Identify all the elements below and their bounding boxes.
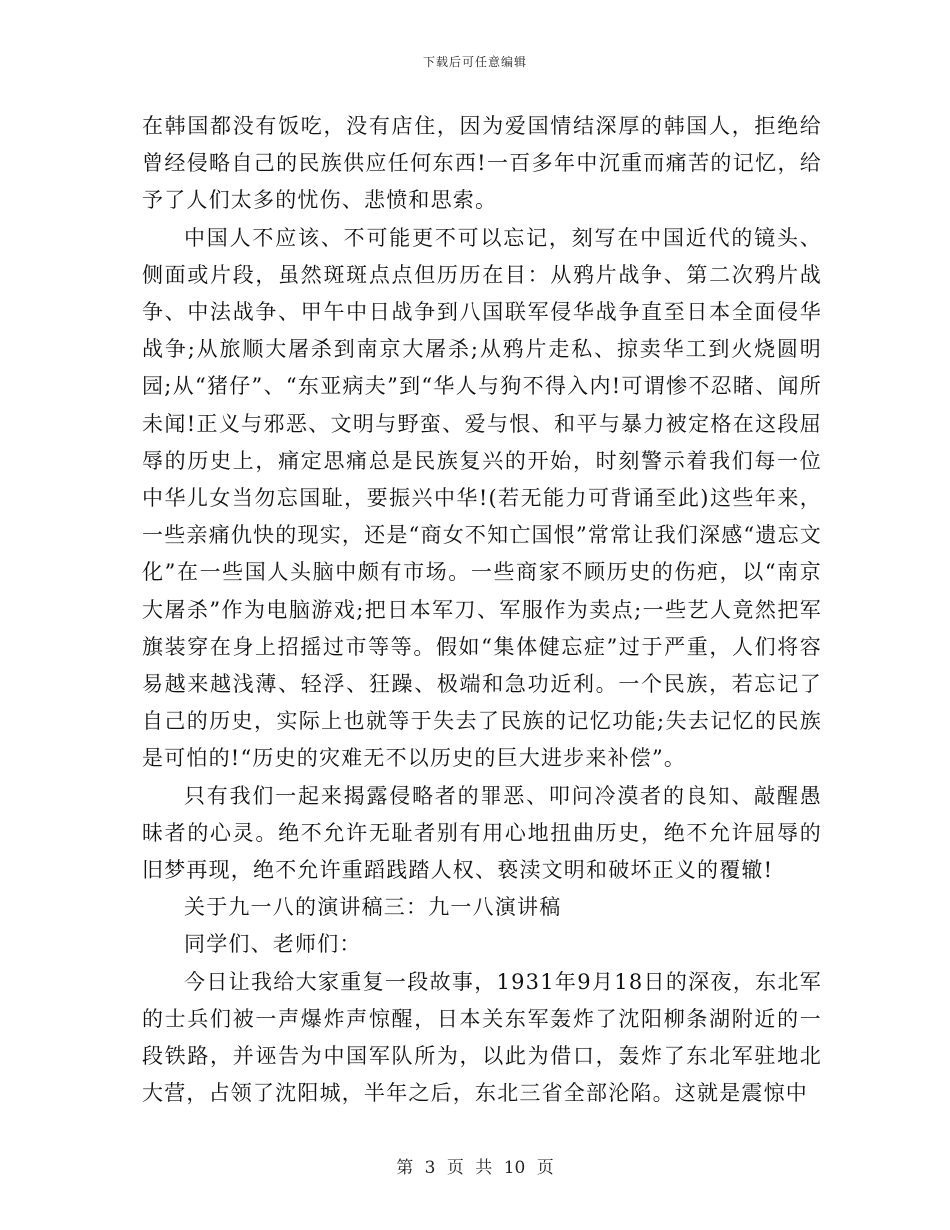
paragraph: 中国人不应该、不可能更不可以忘记，刻写在中国近代的镜头、侧面或片段，虽然斑斑点点但历历在目：从鸦片战争、第二次鸦片战争、中法战争、甲午中日战争到八国联军侵华战争直至日本全面侵华战争;从旅顺大屠杀到南京大屠杀;从鸦片走私、掠卖华工到火烧圆明园;从“猪仔”、“东亚病夫”到“华人与狗不得入内!可谓惨不忍睹、闻所未闻!正义与邪恶、文明与野蛮、爱与恨、和平与暴力被定格在这段屈辱的历史上，痛定思痛总是民族复兴的开始，时刻警示着我们每一位中华儿女当勿忘国耻，要振兴中华!(若无能力可背诵至此)这些年来，一些亲痛仇快的现实，还是“商女不知亡国恨”常常让我们深感“遗忘文化”在一些国人头脑中颇有市场。一些商家不顾历史的伤疤，以“南京大屠杀”作为电脑游戏;把日本军刀、军服作为卖点;一些艺人竟然把军旗装穿在身上招摇过市等等。假如“集体健忘症”过于严重，人们将容易越来越浅薄、轻浮、狂躁、极端和急功近利。一个民族，若忘记了自己的历史，实际上也就等于失去了民族的记忆功能;失去记忆的民族是可怕的!“历史的灾难无不以历史的巨大进步来补偿”。 <box>142 225 822 771</box>
paragraph: 在韩国都没有饭吃，没有店住，因为爱国情结深厚的韩国人，拒绝给曾经侵略自己的民族供应任何东西!一百多年中沉重而痛苦的记忆，给予了人们太多的忧伤、悲愤和思索。 <box>142 114 822 213</box>
document-body <box>142 108 822 1112</box>
salutation: 同学们、老师们： <box>184 932 362 957</box>
page-header: 下载后可任意编辑 <box>422 55 527 69</box>
paragraph: 今日让我给大家重复一段故事，1931年9月18日的深夜，东北军的士兵们被一声爆炸声惊醒，日本关东军轰炸了沈阳柳条湖附近的一段铁路，并诬告为中国军队所为，以此为借口，轰炸了东北军驻地北大营，占领了沈阳城，半年之后，东北三省全部沦陷。这就是震惊中 <box>142 969 822 1106</box>
section-title: 关于九一八的演讲稿三：九一八演讲稿 <box>184 895 562 920</box>
page-footer: 第 3 页 共 10 页 <box>396 1158 554 1178</box>
paragraph: 只有我们一起来揭露侵略者的罪恶、叩问冷漠者的良知、敲醒愚昧者的心灵。绝不允许无耻者别有用心地扭曲历史，绝不允许屈辱的旧梦再现，绝不允许重蹈践踏人权、亵渎文明和破坏正义的覆辙! <box>142 783 822 883</box>
